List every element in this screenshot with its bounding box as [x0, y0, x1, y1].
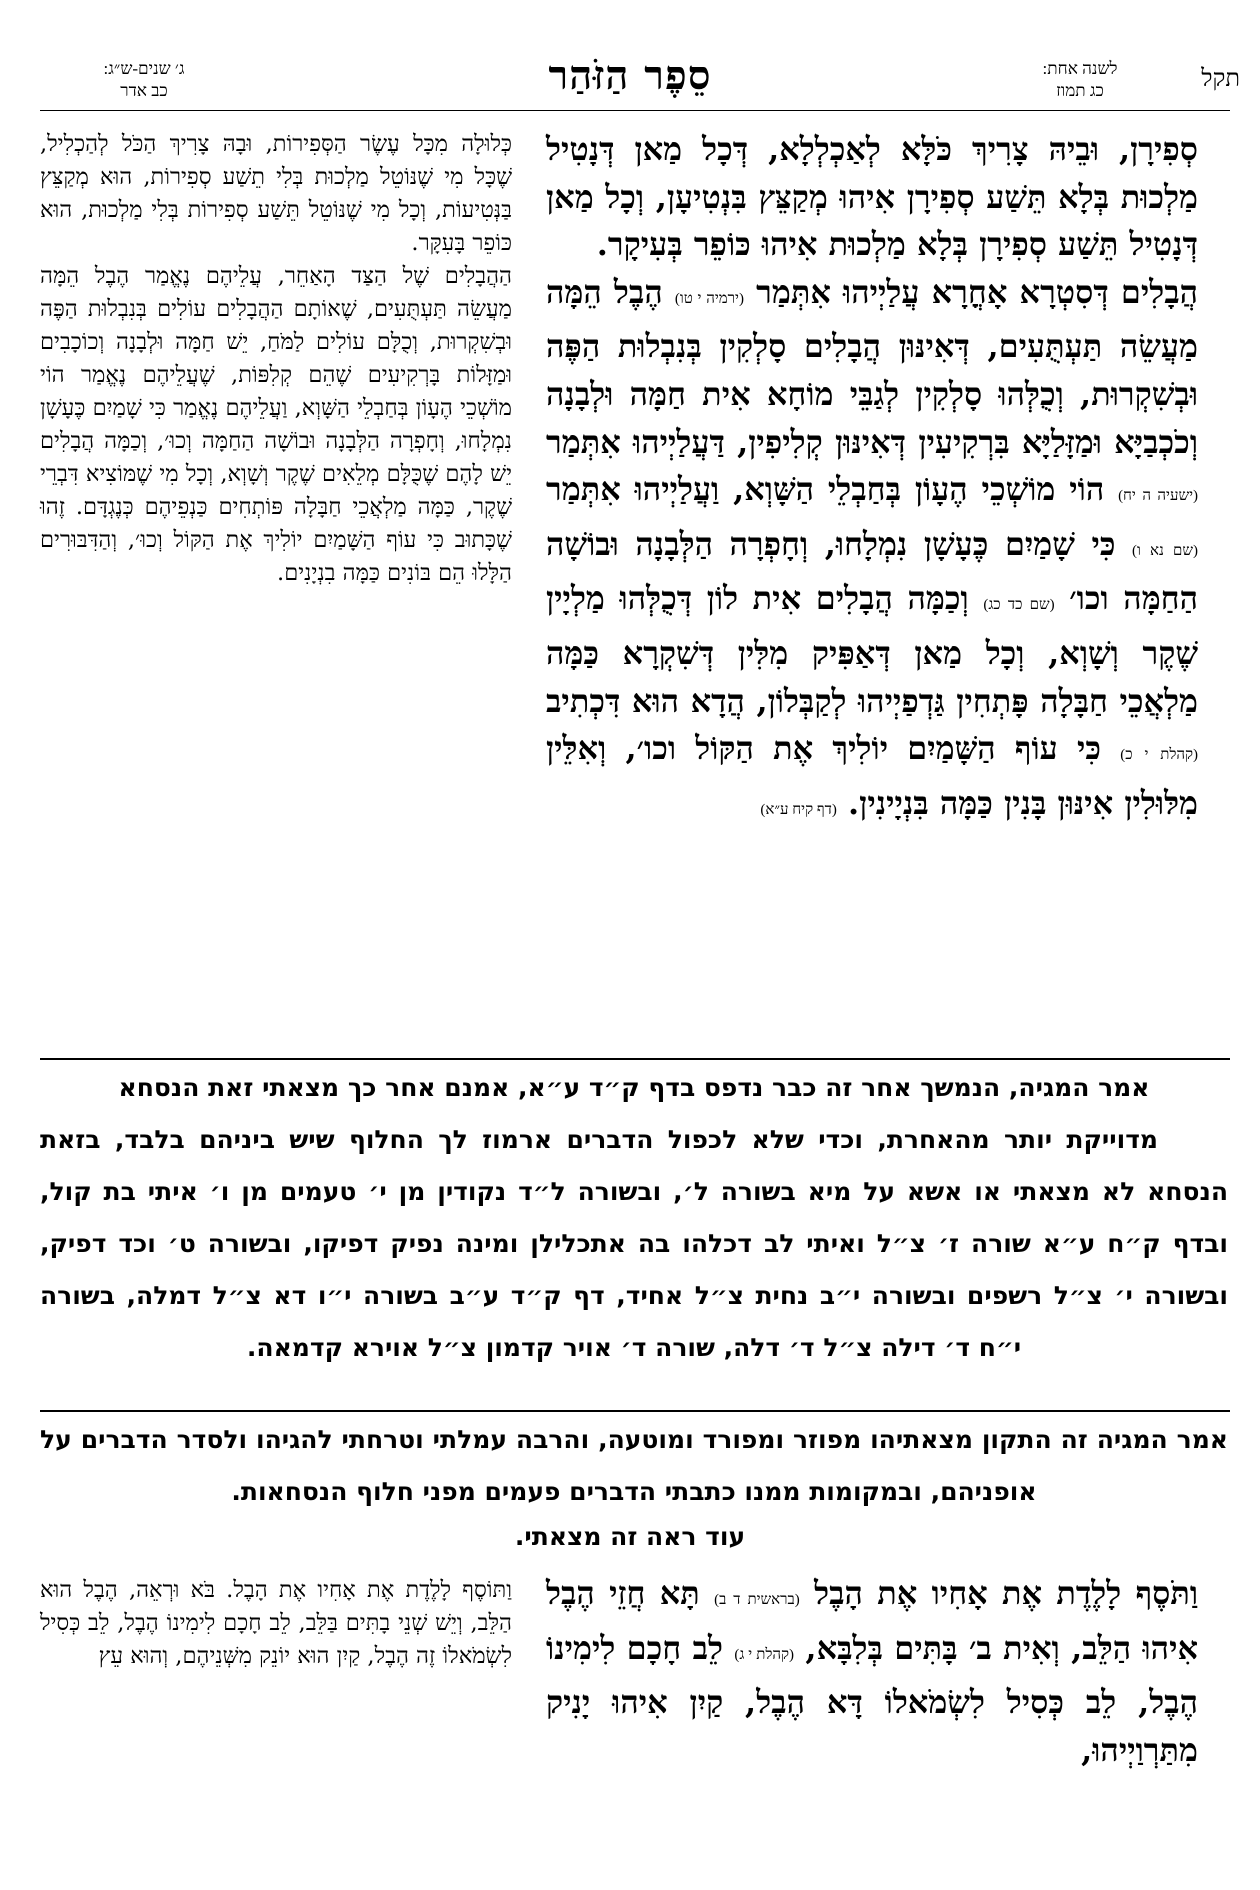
main-text-segment: כִּי עוֹף הַשָּׁמַיִם יוֹלִיךְ אֶת הַקּוֹל וכו׳, וְאִלֵּין מִלּוּלִין אִינּוּן בָּנִין כַּמָּה בִּנְיָינִין. — [546, 729, 1198, 822]
header-right-line2: כג תמוז — [1056, 81, 1104, 100]
translation-column-2 — [40, 1574, 512, 1673]
translation-column — [40, 128, 512, 590]
verse-reference: (ירמיה י טו) — [674, 290, 744, 307]
verse-reference: (קהלת י ג) — [734, 1646, 795, 1663]
main-text-segment: כִּי שָׁמַיִם כֶּעָשָׁן נִמְלָחוּ, וְחָפְרָה הַלְּבָנָה וּבוֹשָׁה הַחַמָּה וכו׳ — [546, 524, 1198, 618]
main-text-column-2 — [546, 1570, 1198, 1774]
page-reference: (דף קיח ע״א) — [760, 801, 837, 818]
editor-note-1 — [40, 1062, 1228, 1374]
main-text-segment: וַתֹּסֶף לָלֶדֶת אֶת אָחִיו אֶת הָבֶל — [814, 1574, 1199, 1612]
editor-note-1-first-line: אמר המגיה, הנמשך אחר זה כבר נדפס בדף ק״ד ע״א, אמנם אחר כך מצאתי זאת הנסחא — [118, 1073, 1150, 1102]
header-right-line1: לשנה אחת: — [1042, 59, 1118, 78]
editor-note-1-body: מדוייקת יותר מהאחרת, וכדי שלא לכפול הדברים ארמוז לך החלוף שיש ביניהם בלבד, בזאת הנסחא לא מצאתי או אשא על מיא בשורה ל׳, ובשורה ל״ד נקודין מן י׳ טעמים מן ו׳ איתי בת קול, ובדף ק״ח ע״א שורה ז׳ צ״ל ואיתי לב דכלהו בה אתכלילן ומינה נפיק דפיקו, ובשורה ט׳ וכד דפיק, ובשורה י׳ צ״ל רשפים ובשורה י״ב נחית צ״ל אחיד, דף ק״ד ע״ב בשורה י״ו דא צ״ל דמלה, בשורה י״ח ד׳ דילה צ״ל ד׳ דלה, שורה ד׳ אויר קדמון צ״ל אוירא קדמאה. — [40, 1125, 1228, 1362]
verse-reference: (קהלת י כ) — [1120, 747, 1199, 764]
verse-reference: (בראשית ד ב) — [714, 1592, 800, 1608]
book-title: סֵפֶר הַזֹּהַר — [548, 52, 712, 99]
section-divider — [40, 1058, 1230, 1060]
header-left-line1: ג׳ שנים-ש״ג: — [103, 59, 185, 78]
main-text-segment: הֶבֶל הֵמָּה מַעֲשֵׂה תַּעְתֻּעִים, דְּאִינּוּן הֲבָלִים סָלְקִין בְּנִבְלוּת הַפֶּה וּבְשִׁקְרוּת, וְכֻלְּהוּ סָלְקִין לְגַבֵּי מוֹחָא אִית חַמָּה וּלְבָנָה וְכֹכְבַיָּא וּמַזָּלַיָּא בִּרְקִיעִין דְּאִינּוּן קְלִיפִין, דַּעֲלַיְיהוּ אִתְּמַר — [546, 272, 1198, 461]
main-text-segment: לֵב חָכָם לִימִינוֹ הֶבֶל, לֵב כְּסִיל לִשְׂמֹאלוֹ דָּא הֶבֶל, קַיִן אִיהוּ יָנִיק מִתַּרְוַיְיהוּ, — [546, 1628, 1198, 1769]
translation-paragraph-3: וַתּוֹסֶף לָלֶדֶת אֶת אָחִיו אֶת הָבֶל. בֹּא וּרְאֵה, הֶבֶל הוּא הַלֵּב, וְיֵשׁ שְׁנֵי בָתִּים בַּלֵּב, לֵב חָכָם לִימִינוֹ הֶבֶל, לֵב כְּסִיל לִשְׂמֹאלוֹ זֶה הֶבֶל, קַיִן הוּא יוֹנֵק מִשְּׁנֵיהֶם, וְהוּא עֵץ — [40, 1577, 512, 1669]
verse-reference: (ישעיה ה יח) — [1118, 488, 1198, 505]
header-left-schedule — [44, 58, 244, 102]
main-text-segment: הוֹי מוֹשְׁכֵי הֶעָוֹן בְּחַבְלֵי הַשָּׁוְא, וַעֲלַיְיהוּ אִתְּמַר — [546, 470, 1105, 509]
page-number-label: תקל — [1201, 66, 1240, 92]
verse-reference: (שם נא ו) — [1132, 542, 1198, 559]
main-text-segment: וְכַמָּה הֲבָלִים אִית לוֹן דְּכֻלְּהוּ מַלְיָין שֶׁקֶר וְשָׁוְא, וְכָל מַאן דְּאַפִּיק מִלִּין דְּשִׁקְרָא כַּמָּה מַלְאֲכֵי חַבָּלָה פָּתְחִין גַּדְפַיְיהוּ לְקַבְּלוֹן, הֲדָא הוּא דִּכְתִיב — [546, 579, 1198, 720]
sub-heading: עוד ראה זה מצאתי. — [514, 1522, 746, 1551]
section-divider — [40, 1410, 1230, 1412]
main-paragraph-1: סְפִירָן, וּבֵיהּ צָרִיךְ כֹּלָּא לְאַכְלְלָא, דְּכָל מַאן דְּנָטִיל מַלְכוּת בְּלָא תֵּשַׁע סְפִירָן אִיהוּ מְקַצֵּץ בִּנְטִיעָן, וְכָל מַאן דְּנָטִיל תֵּשַׁע סְפִירָן בְּלָא מַלְכוּת אִיהוּ כּוֹפֵר בְּעִיקָר. — [546, 130, 1198, 264]
header-left-line2: כב אדר — [120, 81, 168, 100]
header-divider — [40, 110, 1230, 111]
main-paragraph-3 — [546, 1570, 1198, 1774]
translation-paragraph-2: הַהֲבָלִים שֶׁל הַצַּד הָאַחֵר, עֲלֵיהֶם נֶאֱמַר הֶבֶל הֵמָּה מַעֲשֵׂה תַּעְתֻּעִים, שֶׁאוֹתָם הַהֲבָלִים עוֹלִים בְּנִבְלוּת הַפֶּה וּבְשִׁקְרוּת, וְכֻלָּם עוֹלִים לַמֹּחַ, יֵשׁ חַמָּה וּלְבָנָה וְכוֹכָבִים וּמַזָּלוֹת בָּרְקִיעִים שֶׁהֵם קְלִפּוֹת, שֶׁעֲלֵיהֶם נֶאֱמַר הוֹי מוֹשְׁכֵי הֶעָוֹן בְּחַבְלֵי הַשָּׁוְא, וַעֲלֵיהֶם נֶאֱמַר כִּי שָׁמַיִם כֶּעָשָׁן נִמְלָחוּ, וְחָפְרָה הַלְּבָנָה וּבוֹשָׁה הַחַמָּה וְכוּ׳, וְכַמָּה הֲבָלִים יֵשׁ לָהֶם שֶׁכֻּלָּם מְלֵאִים שֶׁקֶר וְשָׁוְא, וְכָל מִי שֶׁמּוֹצִיא דִּבְרֵי שֶׁקֶר, כַּמָּה מַלְאֲכֵי חַבָּלָה פּוֹתְחִים כַּנְפֵיהֶם כְּנֶגְדָּם. זֶהוּ שֶׁכָּתוּב כִּי עוֹף הַשָּׁמַיִם יוֹלִיךְ אֶת הַקּוֹל וְכוּ׳, וְהַדִּבּוּרִים הַלָּלוּ הֵם בּוֹנִים כַּמָּה בִנְיָנִים. — [40, 263, 512, 586]
editor-note-2 — [40, 1414, 1228, 1518]
main-paragraph-2 — [546, 269, 1198, 835]
main-text-segment: הֲבָלִים דְּסִטְרָא אָחֳרָא עֲלַיְיהוּ אִתְּמַר — [756, 272, 1199, 311]
translation-paragraph-1: כְּלוּלָה מִכָּל עֶשֶׂר הַסְּפִירוֹת, וּבָהּ צָרִיךְ הַכֹּל לְהַכְלִיל, שֶׁכָּל מִי שֶׁנּוֹטֵל מַלְכוּת בְּלִי תֵשַׁע סְפִירוֹת, הוּא מְקַצֵּץ בַּנְּטִיעוֹת, וְכָל מִי שֶׁנּוֹטֵל תֵּשַׁע סְפִירוֹת בְּלִי מַלְכוּת, הוּא כּוֹפֵר בָּעִקָּר. — [40, 131, 512, 256]
main-text-segment: תָּא חֲזֵי הֶבֶל אִיהוּ הַלֵּב, וְאִית ב׳ בָּתִּים בְּלִבָּא, — [546, 1574, 1199, 1667]
editor-note-2-body: אמר המגיה זה התקון מצאתיהו מפוזר ומפורד ומוטעה, והרבה עמלתי וטרחתי להגיהו ולסדר הדברים על אופניהם, ובמקומות ממנו כתבתי הדברים פעמים מפני חלוף הנסחאות. — [40, 1425, 1228, 1506]
verse-reference: (שם כד כג) — [983, 597, 1055, 614]
main-text-column — [546, 126, 1198, 834]
